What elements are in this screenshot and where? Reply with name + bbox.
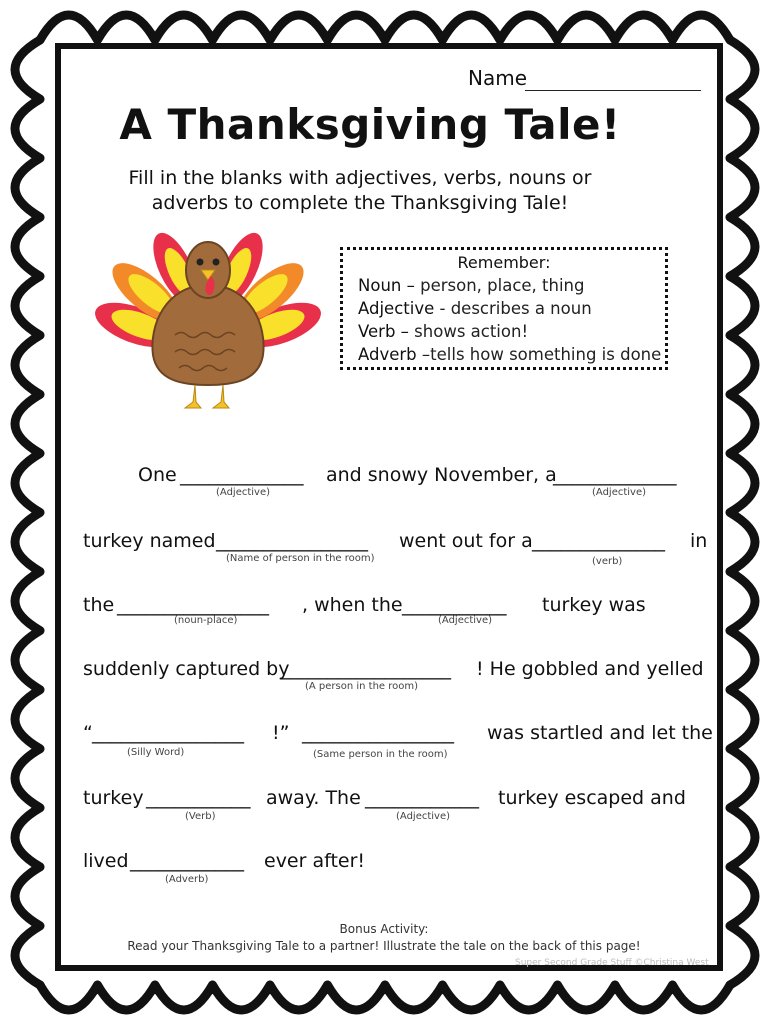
blank-adjective-1[interactable]: _____________ [180,464,304,486]
blank-person-1[interactable]: __________________ [280,658,451,680]
blank-person-name[interactable]: ________________ [216,530,368,552]
story-text: One [138,464,177,486]
blank-adjective-4[interactable]: ____________ [365,787,479,809]
story-text: suddenly captured by [83,658,290,680]
turkey-illustration [95,230,323,415]
term: Adverb [358,345,417,364]
term-desc: shows action! [414,322,529,341]
story-text: lived [83,850,129,872]
hint-noun-place: (noun-place) [174,615,238,626]
definition-noun [358,276,584,295]
credit-text: Super Second Grade Stuff ©Christina West [515,958,709,968]
story-text: ever after! [264,850,366,872]
hint-person-1: (A person in the room) [305,681,419,692]
term: Noun – [358,276,415,295]
term: Adjective [358,299,435,318]
bonus-text: Read your Thanksgiving Tale to a partner! Illustrate the tale on the back of this page! [127,939,641,953]
story-text: turkey was [542,594,646,616]
story-text: away. The [266,787,361,809]
hint-adverb: (Adverb) [165,874,209,885]
instructions-line-2: adverbs to complete the Thanksgiving Tale! [151,192,569,214]
blank-same-person[interactable]: ________________ [302,722,454,744]
blank-adjective-2[interactable]: _____________ [553,464,677,486]
definition-verb [358,322,528,341]
definition-adverb [358,345,661,364]
hint-adjective-3: (Adjective) [438,615,493,626]
story-text: was startled and let the [487,722,713,744]
hint-verb-2: (Verb) [185,811,216,822]
hint-same-person: (Same person in the room) [313,749,448,760]
story-text: ! He gobbled and yelled [476,658,704,680]
blank-verb-2[interactable]: ___________ [146,787,251,809]
story-text: turkey named [83,530,216,552]
story-text: went out for a [399,530,533,552]
scallop-edge [40,15,730,40]
blank-adjective-3[interactable]: ___________ [402,594,507,616]
blank-noun-place[interactable]: ________________ [117,594,269,616]
scallop-edge [730,40,755,985]
story-text: and snowy November, a [326,464,557,486]
bonus-title: Bonus Activity: [339,922,429,936]
term-desc: person, place, thing [420,276,585,295]
hint-silly-word: (Silly Word) [127,747,185,758]
blank-adverb[interactable]: ____________ [130,850,244,872]
story-text: , when the [302,594,403,616]
term-desc: - describes a noun [439,299,592,318]
blank-verb-1[interactable]: ______________ [532,530,665,552]
blank-silly-word[interactable]: ________________ [92,722,244,744]
instructions-line-1: Fill in the blanks with adjectives, verbs, nouns or [128,167,592,189]
hint-adjective-4: (Adjective) [396,811,451,822]
story-text: “ [83,722,93,744]
story-text: in [690,530,708,552]
hint-verb-1: (verb) [592,556,623,567]
term-desc: –tells how something is done [421,345,662,364]
story-text: turkey escaped and [498,787,686,809]
name-blank[interactable] [525,90,701,91]
page-title: A Thanksgiving Tale! [119,100,621,149]
hint-adjective-2: (Adjective) [592,487,647,498]
name-label: Name [468,66,528,90]
story-text: turkey [83,787,144,809]
story-text: !” [272,722,290,744]
definition-adjective [358,299,592,318]
remember-title: Remember: [457,253,551,272]
story-text: the [83,594,115,616]
hint-adjective-1: (Adjective) [216,487,271,498]
instructions [0,166,720,216]
term: Verb – [358,322,409,341]
hint-person-name: (Name of person in the room) [226,553,375,564]
scallop-edge [40,985,730,1010]
